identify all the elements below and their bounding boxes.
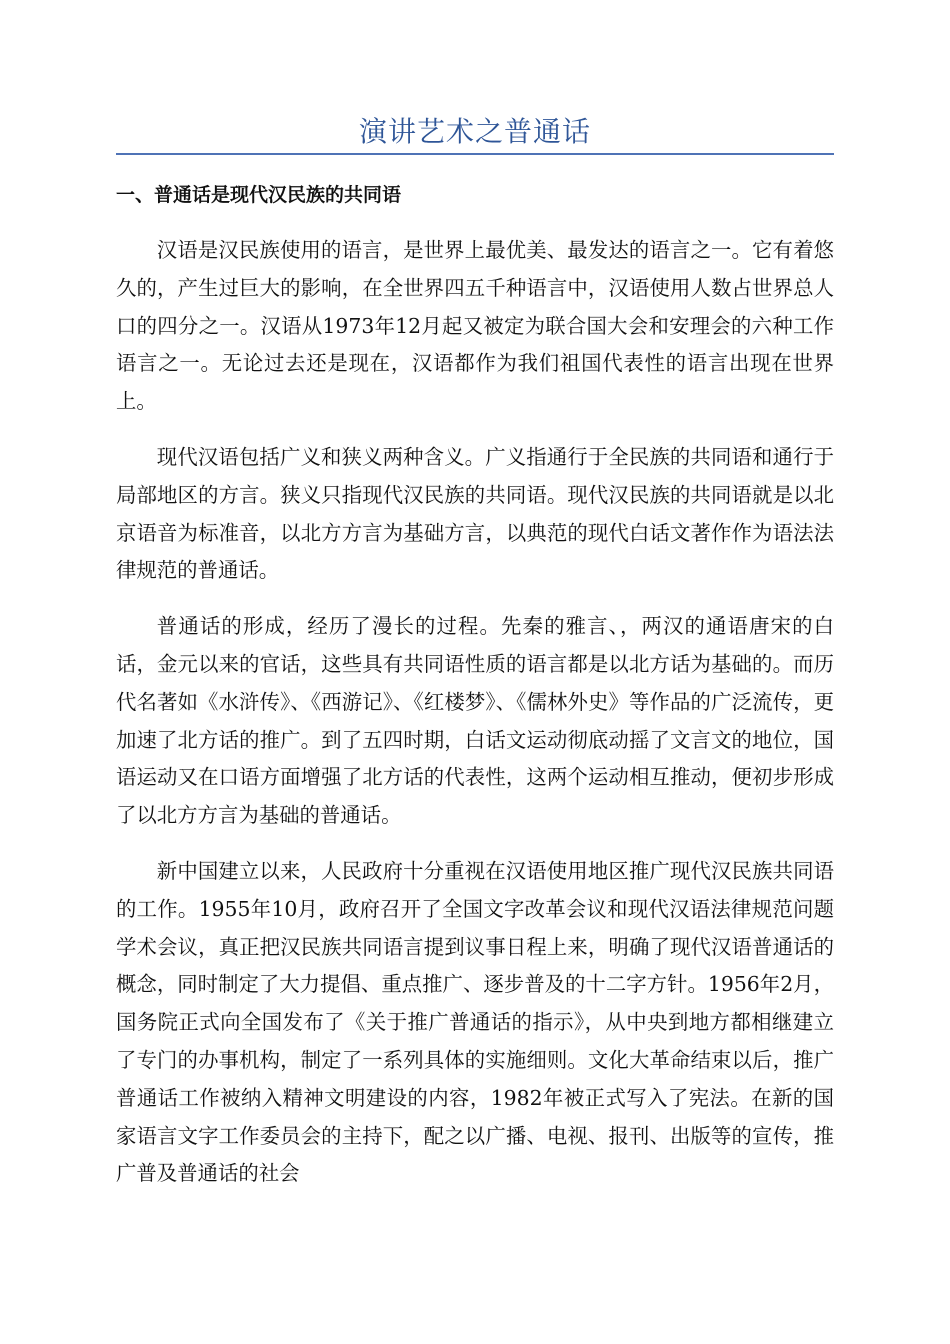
paragraph-4: 新中国建立以来，人民政府十分重视在汉语使用地区推广现代汉民族共同语的工作。1955年10月，政府召开了全国文字改革会议和现代汉语法律规范问题学术会议，真正把汉民族共同语言提到议事日程上来，明确了现代汉语普通话的概念，同时制定了大力提倡、重点推广、逐步普及的十二字方针。1956年2月，国务院正式向全国发布了《关于推广普通话的指示》，从中央到地方都相继建立了专门的办事机构，制定了一系列具体的实施细则。文化大革命结束以后，推广普通话工作被纳入精神文明建设的内容，1982年被正式写入了宪法。在新的国家语言文字工作委员会的主持下，配之以广播、电视、报刊、出版等的宣传，推广普及普通话的社会 — [116, 858, 834, 1186]
paragraph-3: 普通话的形成，经历了漫长的过程。先秦的雅言、，两汉的通语唐宋的白话，金元以来的官话，这些具有共同语性质的语言都是以北方话为基础的。而历代名著如《水浒传》、《西游记》、《红楼梦》、《儒林外史》等作品的广泛流传，更加速了北方话的推广。到了五四时期，白话文运动彻底动摇了文言文的地位，国语运动又在口语方面增强了北方话的代表性，这两个运动相互推动，便初步形成了以北方方言为基础的普通话。 — [116, 614, 834, 828]
paragraph-1: 汉语是汉民族使用的语言，是世界上最优美、最发达的语言之一。它有着悠久的，产生过巨大的影响，在全世界四五千种语言中，汉语使用人数占世界总人口的四分之一。汉语从1973年12月起又被定为联合国大会和安理会的六种工作语言之一。无论过去还是现在，汉语都作为我们祖国代表性的语言出现在世界上。 — [116, 238, 834, 414]
title-underline — [116, 153, 834, 155]
document-body — [116, 232, 834, 1211]
section-heading: 一、普通话是现代汉民族的共同语 — [116, 184, 402, 206]
document-title: 演讲艺术之普通话 — [358, 115, 591, 148]
paragraph-2: 现代汉语包括广义和狭义两种含义。广义指通行于全民族的共同语和通行于局部地区的方言。狭义只指现代汉民族的共同语。现代汉民族的共同语就是以北京语音为标准音，以北方方言为基础方言，以典范的现代白话文著作作为语法法律规范的普通话。 — [116, 444, 834, 583]
